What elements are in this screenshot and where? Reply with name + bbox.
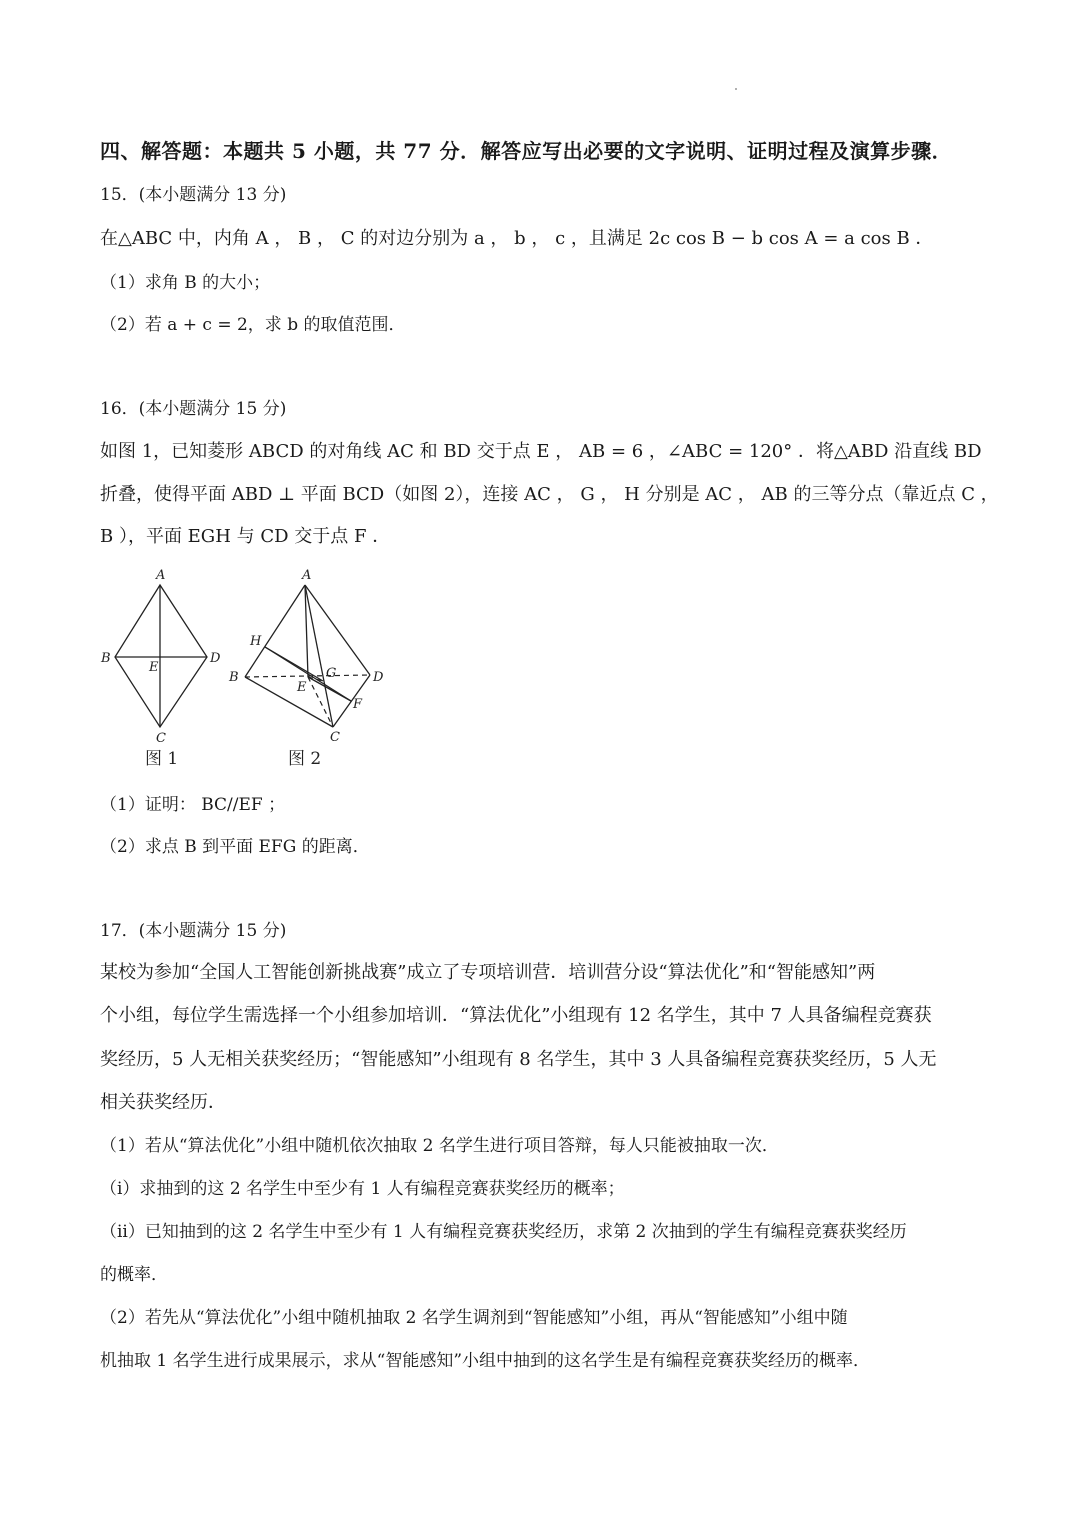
- q17-stem-line4: 相关获奖经历．: [100, 1092, 226, 1113]
- q17-part2-line1: （2）若先从“算法优化”小组中随机抽取 2 名学生调剂到“智能感知”小组，再从“智能感知”小组中随: [100, 1308, 848, 1328]
- fig2-caption: 图 2: [288, 749, 322, 769]
- q17-stem-line3: 奖经历，5 人无相关获奖经历；“智能感知”小组现有 8 名学生，其中 3 人具备编程竞赛获奖经历，5 人无: [100, 1049, 937, 1070]
- fig1-label-c: C: [156, 731, 166, 746]
- q17-part1-i: （i）求抽到的这 2 名学生中至少有 1 人有编程竞赛获奖经历的概率；: [100, 1179, 625, 1199]
- fig2-edge-bc: [245, 677, 333, 727]
- fig2-edge-ac: [305, 585, 333, 727]
- q16-stem-line1: 如图 1，已知菱形 ABCD 的对角线 AC 和 BD 交于点 E ， AB = 6 ，∠ABC = 120° ．将△ABD 沿直线 BD: [100, 441, 982, 462]
- fig2-label-b: B: [229, 670, 239, 685]
- q15-heading: 15．(本小题满分 13 分): [100, 185, 287, 205]
- fig1-label-a: A: [156, 568, 166, 583]
- fig1-label-d: D: [210, 651, 221, 666]
- fig2-label-f: F: [353, 697, 363, 712]
- fig2-label-h: H: [250, 634, 262, 649]
- fig1-caption: 图 1: [145, 749, 179, 769]
- q15-part2: （2）若 a + c = 2，求 b 的取值范围．: [100, 315, 406, 335]
- q16-stem-line3: B ），平面 EGH 与 CD 交于点 F ．: [100, 526, 391, 547]
- q16-part2: （2）求点 B 到平面 EFG 的距离．: [100, 837, 370, 857]
- fig2-label-c: C: [330, 730, 340, 745]
- q16-figures: [95, 565, 415, 775]
- q17-stem-line2: 个小组，每位学生需选择一个小组参加培训．“算法优化”小组现有 12 名学生，其中 7 人具备编程竞赛获: [100, 1005, 932, 1026]
- fig2-label-a: A: [302, 568, 312, 583]
- fig2-label-d: D: [373, 670, 384, 685]
- q16-part1: （1）证明： BC//EF ；: [100, 795, 286, 815]
- fig2-label-e: E: [297, 680, 307, 695]
- fig1-label-e: E: [149, 660, 159, 675]
- q15-part1: （1）求角 B 的大小；: [100, 273, 271, 293]
- q17-heading: 17．(本小题满分 15 分): [100, 921, 287, 941]
- q17-part1-ii-line2: 的概率．: [100, 1265, 168, 1285]
- fig2-edge-ad: [305, 585, 370, 675]
- q17-part2-line2: 机抽取 1 名学生进行成果展示，求从“智能感知”小组中抽到的这名学生是有编程竞赛获奖经历的概率．: [100, 1351, 871, 1371]
- fig1-rhombus: [115, 585, 207, 727]
- q17-stem-line1: 某校为参加“全国人工智能创新挑战赛”成立了专项培训营．培训营分设“算法优化”和“智能感知”两: [100, 962, 876, 983]
- q17-part1: （1）若从“算法优化”小组中随机依次抽取 2 名学生进行项目答辩，每人只能被抽取一次．: [100, 1136, 779, 1156]
- scan-speck: [735, 88, 737, 90]
- q17-part1-ii-line1: （ii）已知抽到的这 2 名学生中至少有 1 人有编程竞赛获奖经历，求第 2 次抽到的学生有编程竞赛获奖经历: [100, 1222, 907, 1242]
- fig2-edge-ab: [245, 585, 305, 677]
- geometry-figure: [95, 565, 415, 775]
- fig1-label-b: B: [101, 651, 111, 666]
- fig2-edge-dc: [333, 675, 370, 727]
- section-title: 四、解答题：本题共 5 小题，共 77 分．解答应写出必要的文字说明、证明过程及演算步骤．: [100, 139, 953, 163]
- fig2-segment-hf: [265, 647, 351, 701]
- q15-stem: 在△ABC 中，内角 A ， B ， C 的对边分别为 a ， b ， c ，且满足 2c cos B − b cos A = a cos B ．: [100, 228, 934, 249]
- fig2-label-g: G: [326, 666, 337, 681]
- q16-heading: 16．(本小题满分 15 分): [100, 399, 287, 419]
- q16-stem-line2: 折叠，使得平面 ABD ⊥ 平面 BCD（如图 2），连接 AC ， G ， H 分别是 AC ， AB 的三等分点（靠近点 C ，: [100, 484, 999, 505]
